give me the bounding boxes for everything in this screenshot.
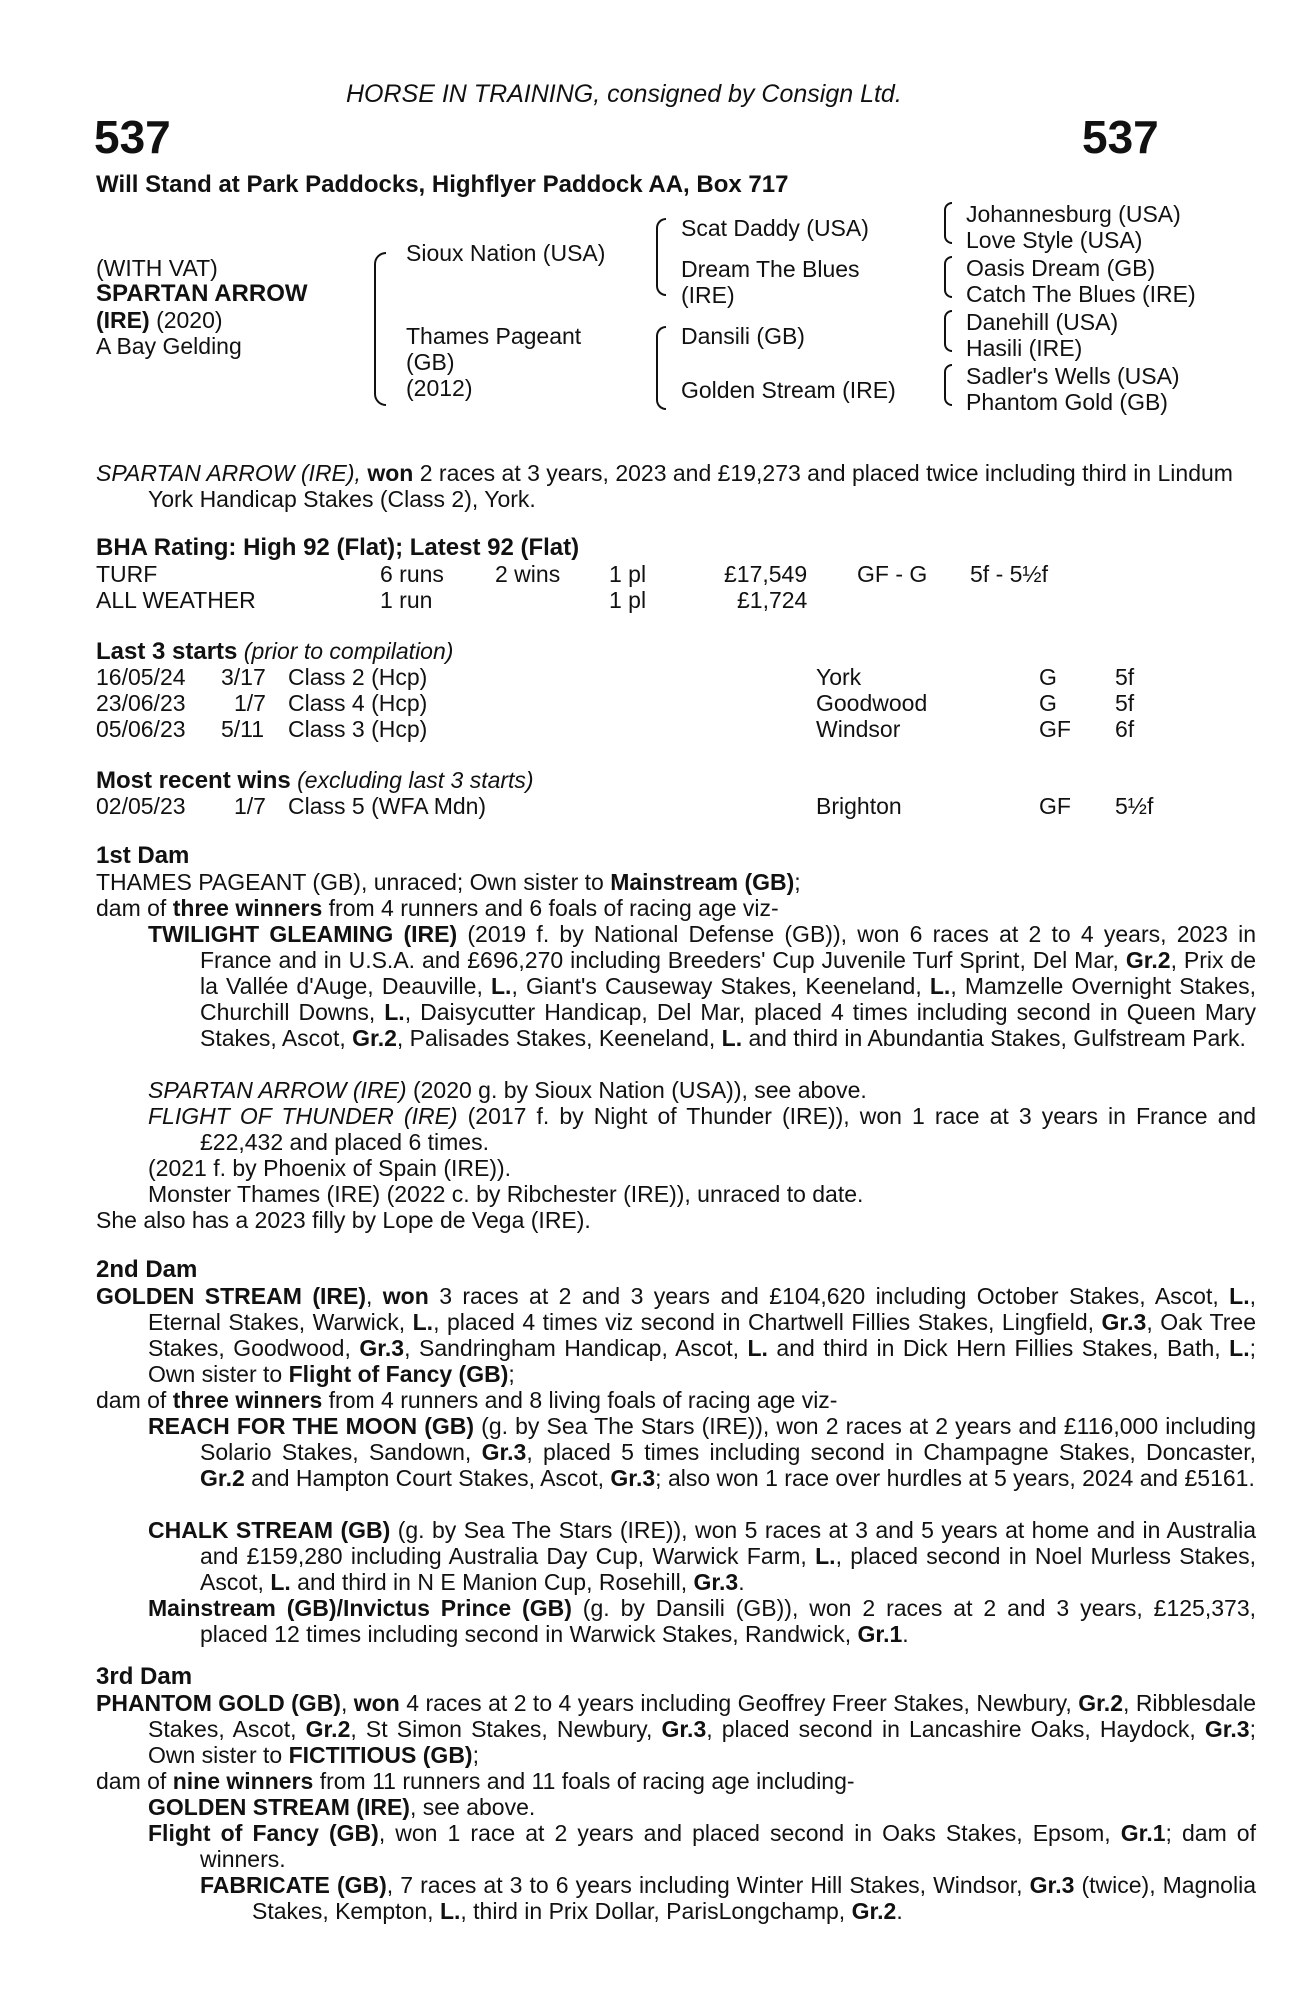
dam3-name: PHANTOM GOLD (GB) xyxy=(96,1690,341,1716)
produce-text: and Hampton Court Stakes, Ascot, xyxy=(244,1465,611,1491)
start-course: Goodwood xyxy=(816,690,928,716)
dam1-dam-of: dam of xyxy=(96,895,173,921)
stand-location: Will Stand at Park Paddocks, Highflyer Paddock AA, Box 717 xyxy=(96,171,789,198)
grade: Gr.2 xyxy=(1125,947,1171,973)
produce-name: Flight of Fancy (GB) xyxy=(148,1820,379,1846)
grade: Gr.3 xyxy=(359,1335,405,1361)
start-going: G xyxy=(1039,690,1057,716)
gg-2: Love Style (USA) xyxy=(966,227,1143,253)
consignment-line: HORSE IN TRAINING, consigned by Consign Ltd. xyxy=(346,80,902,108)
pedigree-bracket-3 xyxy=(656,326,666,410)
dam3-winners: nine winners xyxy=(172,1768,314,1794)
gg-7: Sadler's Wells (USA) xyxy=(966,363,1180,389)
win-position: 1/7 xyxy=(234,793,266,819)
dam2-text: and third in Dick Hern Fillies Stakes, Bath, xyxy=(767,1335,1230,1361)
produce-text: , see above. xyxy=(409,1794,536,1820)
last-3-heading xyxy=(96,638,453,665)
grade: Gr.1 xyxy=(857,1621,903,1647)
lot-number-right: 537 xyxy=(1082,111,1159,163)
vat-note: (WITH VAT) xyxy=(96,255,218,281)
race-summary xyxy=(96,460,1256,512)
dam3-runners: from 11 runners and 11 foals of racing age including- xyxy=(313,1768,855,1794)
produce-text: (g. by Dansili (GB)), won 2 races at 2 and 3 years, £125,373, placed 12 times including second in Warwick Stakes, Randwick, xyxy=(200,1595,1257,1647)
start-position: 5/11 xyxy=(221,716,265,742)
start-position: 1/7 xyxy=(234,690,266,716)
second-dam-produce xyxy=(96,1387,1204,1413)
grade: Gr.3 xyxy=(693,1569,739,1595)
sire-dam-line-2: (IRE) xyxy=(681,282,735,308)
rating-runs: 1 run xyxy=(380,587,433,613)
dam1-runners: from 4 runners and 6 foals of racing age viz- xyxy=(322,895,779,921)
produce-text: (2017 f. by Night of Thunder (IRE)), won 1 race at 3 years in France and £22,432 and placed 6 times. xyxy=(200,1103,1256,1155)
start-position: 3/17 xyxy=(221,664,266,690)
start-going: G xyxy=(1039,664,1057,690)
rating-placed: 1 pl xyxy=(609,587,647,613)
produce-text: . xyxy=(738,1569,745,1595)
dam1-intro-text: THAMES PAGEANT (GB), unraced; Own sister to xyxy=(96,869,611,895)
produce-text: (g. by Sea The Stars (IRE)), won 2 races at 2 years and £116,000 including Solario Stakes, Sandown, xyxy=(200,1413,1256,1465)
produce-2021-filly: (2021 f. by Phoenix of Spain (IRE)). xyxy=(148,1155,512,1181)
dam3-text: , placed second in Lancashire Oaks, Haydock, xyxy=(706,1716,1205,1742)
produce-name: FLIGHT OF THUNDER (IRE) xyxy=(148,1103,458,1129)
produce-text: (g. by Sea The Stars (IRE)), won 5 races at 3 and 5 years at home and in Australia and £159,280 including Australia Day Cup, Warwick Farm, xyxy=(200,1517,1257,1569)
gg-4: Catch The Blues (IRE) xyxy=(966,281,1196,307)
start-going: GF xyxy=(1039,716,1071,742)
grade: Gr.1 xyxy=(1120,1820,1166,1846)
produce-text: ; also won 1 race over hurdles at 5 years, 2024 and £5161. xyxy=(655,1465,1255,1491)
last-3-note: (prior to compilation) xyxy=(243,638,454,664)
horse-description: A Bay Gelding xyxy=(96,333,242,359)
rating-surface: ALL WEATHER xyxy=(96,587,256,613)
grade: L. xyxy=(721,1025,743,1051)
produce-fabricate xyxy=(200,1872,1256,1924)
grade: L. xyxy=(439,1898,461,1924)
produce-spartan-arrow xyxy=(148,1077,1256,1103)
second-dam-heading: 2nd Dam xyxy=(96,1256,198,1283)
start-distance: 5f xyxy=(1115,690,1135,716)
start-class: Class 4 (Hcp) xyxy=(288,690,428,716)
dam-line-3: (2012) xyxy=(406,375,473,401)
win-going: GF xyxy=(1039,793,1071,819)
grade: L. xyxy=(490,973,512,999)
gg-5: Danehill (USA) xyxy=(966,309,1119,335)
produce-name: GOLDEN STREAM (IRE) xyxy=(148,1794,410,1820)
produce-mainstream xyxy=(148,1595,1256,1647)
bha-rating: BHA Rating: High 92 (Flat); Latest 92 (Flat) xyxy=(96,534,580,561)
produce-text: , placed second in Noel Murless Stakes, Ascot, xyxy=(200,1543,1256,1595)
summary-text: 2 races at 3 years, 2023 and £19,273 and placed twice including third in Lindum York Handicap Stakes (Class 2), York. xyxy=(148,460,1233,512)
dam2-text: ; xyxy=(508,1361,515,1387)
pedigree-bracket-7 xyxy=(944,364,952,406)
dam-dam: Golden Stream (IRE) xyxy=(681,377,896,403)
pedigree-bracket-6 xyxy=(944,310,952,352)
produce-text: , won 1 race at 2 years and placed second in Oaks Stakes, Epsom, xyxy=(378,1820,1121,1846)
produce-name: SPARTAN ARROW (IRE) xyxy=(148,1077,407,1103)
produce-name: CHALK STREAM (GB) xyxy=(148,1517,391,1543)
produce-text: and third in N E Manion Cup, Rosehill, xyxy=(290,1569,694,1595)
produce-text: , Prix de la Vallée d'Auge, Deauville, xyxy=(200,947,1256,999)
win-distance: 5½f xyxy=(1115,793,1154,819)
dam-sire: Dansili (GB) xyxy=(681,323,805,349)
grade: Gr.3 xyxy=(1101,1309,1147,1335)
produce-text: . xyxy=(902,1621,909,1647)
summary-won: won xyxy=(367,460,414,486)
produce-reach-for-the-moon xyxy=(148,1413,1256,1491)
dam3-text: 4 races at 2 to 4 years including Geoffrey Freer Stakes, Newbury, xyxy=(399,1690,1079,1716)
rating-placed: 1 pl xyxy=(609,561,647,587)
produce-monster-thames: Monster Thames (IRE) (2022 c. by Ribchester (IRE)), unraced to date. xyxy=(148,1181,864,1207)
dam2-sister: Flight of Fancy (GB) xyxy=(288,1361,509,1387)
start-course: York xyxy=(816,664,862,690)
dam-line-2: (GB) xyxy=(406,349,455,375)
gg-6: Hasili (IRE) xyxy=(966,335,1083,361)
first-dam-intro xyxy=(96,869,1204,895)
produce-twilight-gleaming xyxy=(148,921,1256,1051)
grade: L. xyxy=(1229,1335,1250,1361)
start-date: 16/05/24 xyxy=(96,664,186,690)
sire: Sioux Nation (USA) xyxy=(406,240,606,266)
rating-surface: TURF xyxy=(96,561,158,587)
win-class: Class 5 (WFA Mdn) xyxy=(288,793,487,819)
produce-flight-of-fancy xyxy=(148,1820,1256,1872)
produce-flight-of-thunder xyxy=(148,1103,1256,1155)
produce-name: Mainstream (GB)/Invictus Prince (GB) xyxy=(148,1595,572,1621)
produce-text: , Giant's Causeway Stakes, Keeneland, xyxy=(511,973,930,999)
pedigree-bracket-4 xyxy=(944,202,952,244)
produce-text: and third in Abundantia Stakes, Gulfstream Park. xyxy=(742,1025,1246,1051)
dam1-winners: three winners xyxy=(172,895,323,921)
dam2-won: won xyxy=(382,1283,429,1309)
start-distance: 6f xyxy=(1115,716,1135,742)
rating-going: GF - G xyxy=(857,561,928,587)
horse-origin-year xyxy=(96,307,223,333)
dam1-sister: Mainstream (GB) xyxy=(610,869,795,895)
start-date: 23/06/23 xyxy=(96,690,186,716)
grade: L. xyxy=(412,1309,434,1335)
first-dam-heading: 1st Dam xyxy=(96,842,190,869)
dam2-winners: three winners xyxy=(172,1387,323,1413)
dam3-won: won xyxy=(353,1690,400,1716)
horse-year: (2020) xyxy=(156,307,223,333)
sire-dam-line-1: Dream The Blues xyxy=(681,256,860,282)
grade: Gr.3 xyxy=(481,1439,527,1465)
pedigree-bracket-1 xyxy=(374,252,386,406)
dam2-text: , Eternal Stakes, Warwick, xyxy=(148,1283,1256,1335)
start-course: Windsor xyxy=(816,716,901,742)
grade: Gr.3 xyxy=(1204,1716,1250,1742)
dam1-intro-end: ; xyxy=(794,869,801,895)
dam-line-1: Thames Pageant xyxy=(406,323,582,349)
third-dam-heading: 3rd Dam xyxy=(96,1663,193,1690)
produce-text: ; dam of winners. xyxy=(200,1820,1256,1872)
rating-prize: £1,724 xyxy=(737,587,808,613)
produce-text: , 7 races at 3 to 6 years including Winter Hill Stakes, Windsor, xyxy=(386,1872,1030,1898)
win-course: Brighton xyxy=(816,793,902,819)
recent-wins-note: (excluding last 3 starts) xyxy=(297,767,534,793)
produce-2023-filly: She also has a 2023 filly by Lope de Vega (IRE). xyxy=(96,1207,591,1233)
grade: L. xyxy=(747,1335,768,1361)
third-dam-record: PHANTOM GOLD (GB), won 4 races at 2 to 4 years including Geoffrey Freer Stakes, Newbury, Gr.2, Ribblesdale Stakes, Ascot, Gr.2, St Simon Stakes, Newbury, Gr.3, placed second in Lancashire Oaks, Haydock, Gr.3; Own sister to FICTITIOUS (GB); xyxy=(96,1690,1257,1768)
produce-text: , placed 5 times including second in Champagne Stakes, Doncaster, xyxy=(526,1439,1256,1465)
produce-name: REACH FOR THE MOON (GB) xyxy=(148,1413,475,1439)
third-dam-produce xyxy=(96,1768,1204,1794)
rating-distance: 5f - 5½f xyxy=(970,561,1048,587)
start-distance: 5f xyxy=(1115,664,1135,690)
dam3-dam-of: dam of xyxy=(96,1768,173,1794)
dam2-text: , Sandringham Handicap, Ascot, xyxy=(404,1335,748,1361)
sire-sire: Scat Daddy (USA) xyxy=(681,215,869,241)
produce-golden-stream xyxy=(148,1794,1256,1820)
produce-text: , Mamzelle Overnight Stakes, Churchill Downs, xyxy=(200,973,1256,1025)
gg-3: Oasis Dream (GB) xyxy=(966,255,1156,281)
grade: Gr.3 xyxy=(610,1465,656,1491)
dam2-text: , Oak Tree Stakes, Goodwood, xyxy=(148,1309,1256,1361)
lot-number-left: 537 xyxy=(94,111,171,163)
win-date: 02/05/23 xyxy=(96,793,186,819)
produce-text: . xyxy=(896,1898,903,1924)
dam2-runners: from 4 runners and 8 living foals of racing age viz- xyxy=(322,1387,838,1413)
gg-8: Phantom Gold (GB) xyxy=(966,389,1168,415)
gg-1: Johannesburg (USA) xyxy=(966,201,1181,227)
produce-text: , Daisycutter Handicap, Del Mar, placed 4 times including second in Queen Mary Stakes, Ascot, xyxy=(200,999,1256,1051)
grade: Gr.2 xyxy=(352,1025,397,1051)
start-class: Class 3 (Hcp) xyxy=(288,716,428,742)
summary-horse-name: SPARTAN ARROW (IRE), xyxy=(96,460,361,486)
grade: L. xyxy=(1229,1283,1250,1309)
grade: L. xyxy=(929,973,951,999)
horse-origin: (IRE) xyxy=(96,307,150,333)
grade: Gr.2 xyxy=(1078,1690,1123,1716)
dam2-dam-of: dam of xyxy=(96,1387,173,1413)
grade: Gr.2 xyxy=(305,1716,351,1742)
recent-wins-title: Most recent wins xyxy=(96,767,291,794)
produce-name: FABRICATE (GB) xyxy=(200,1872,387,1898)
rating-wins: 2 wins xyxy=(495,561,561,587)
produce-text: (2020 g. by Sioux Nation (USA)), see above. xyxy=(406,1077,867,1103)
dam2-text: ; Own sister to xyxy=(148,1335,1256,1387)
produce-text: (twice), Magnolia Stakes, Kempton, xyxy=(252,1872,1256,1924)
produce-text: (2019 f. by National Defense (GB)), won 6 races at 2 to 4 years, 2023 in France and in U.S.A. and £696,270 including Breeders' Cup Juvenile Turf Sprint, Del Mar, xyxy=(200,921,1257,973)
produce-name: TWILIGHT GLEAMING (IRE) xyxy=(148,921,458,947)
horse-name: SPARTAN ARROW xyxy=(96,280,308,307)
dam3-text: , St Simon Stakes, Newbury, xyxy=(350,1716,662,1742)
dam3-text: ; Own sister to xyxy=(148,1716,1256,1768)
produce-text: , third in Prix Dollar, ParisLongchamp, xyxy=(460,1898,852,1924)
start-date: 05/06/23 xyxy=(96,716,186,742)
second-dam-record: GOLDEN STREAM (IRE), won 3 races at 2 and 3 years and £104,620 including October Stakes, Ascot, L., Eternal Stakes, Warwick, L., placed 4 times viz second in Chartwell Fillies Stakes, Lingfield, Gr.3, Oak Tree Stakes, Goodwood, Gr.3, Sandringham Handicap, Ascot, L. and third in Dick Hern Fillies Stakes, Bath, L.; Own sister to Flight of Fancy (GB); xyxy=(96,1283,1256,1387)
dam3-text: ; xyxy=(472,1742,479,1768)
pedigree-bracket-5 xyxy=(944,256,952,298)
pedigree-bracket-2 xyxy=(656,218,666,296)
grade: L. xyxy=(815,1543,836,1569)
produce-chalk-stream xyxy=(148,1517,1256,1595)
last-3-title: Last 3 starts xyxy=(96,638,238,665)
rating-prize: £17,549 xyxy=(724,561,808,587)
grade: L. xyxy=(384,999,405,1025)
grade: Gr.3 xyxy=(1029,1872,1075,1898)
grade: Gr.3 xyxy=(661,1716,707,1742)
produce-text: , Palisades Stakes, Keeneland, xyxy=(396,1025,722,1051)
first-dam-produce xyxy=(96,895,1204,921)
rating-runs: 6 runs xyxy=(380,561,444,587)
grade: Gr.2 xyxy=(851,1898,897,1924)
dam3-sister: FICTITIOUS (GB) xyxy=(288,1742,473,1768)
dam2-text: 3 races at 2 and 3 years and £104,620 including October Stakes, Ascot, xyxy=(428,1283,1230,1309)
dam2-text: , placed 4 times viz second in Chartwell Fillies Stakes, Lingfield, xyxy=(433,1309,1102,1335)
grade: L. xyxy=(270,1569,291,1595)
dam3-text: , Ribblesdale Stakes, Ascot, xyxy=(148,1690,1257,1742)
grade: Gr.2 xyxy=(200,1465,245,1491)
recent-wins-heading xyxy=(96,767,534,794)
start-class: Class 2 (Hcp) xyxy=(288,664,428,690)
dam2-name: GOLDEN STREAM (IRE) xyxy=(96,1283,366,1309)
